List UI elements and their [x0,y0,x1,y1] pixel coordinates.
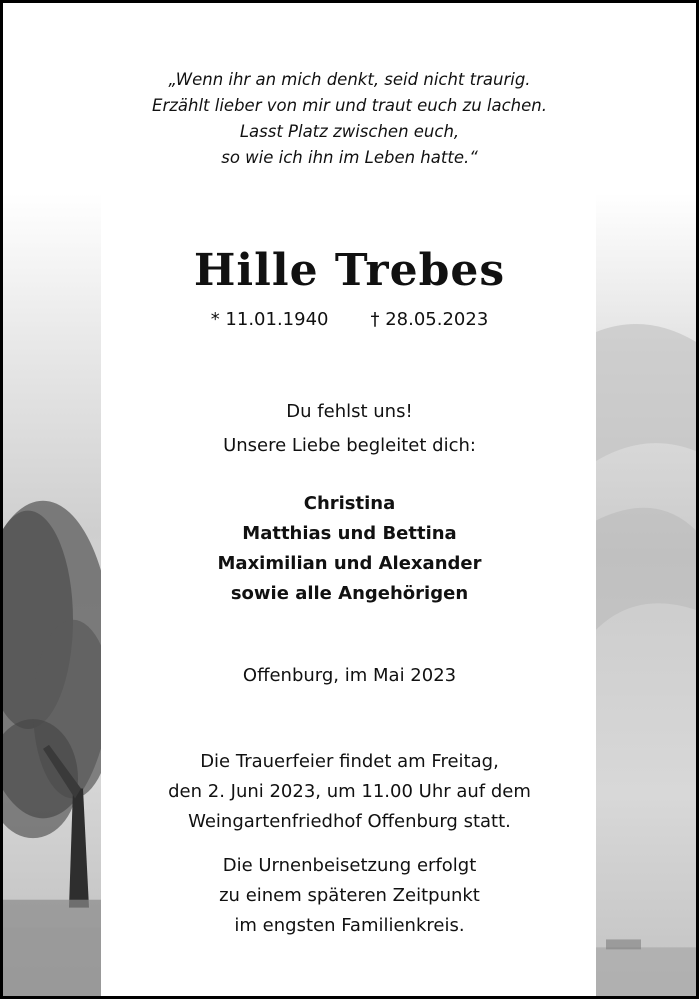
place-date: Offenburg, im Mai 2023 [242,665,457,686]
deceased-name: Hille Trebes [193,245,506,296]
mourners-list [3,489,696,609]
ceremony-line: Weingartenfriedhof Offenburg statt. [188,811,511,832]
quote-line: Lasst Platz zwischen euch, [239,122,460,141]
message-line: Unsere Liebe begleitet dich: [223,435,476,456]
ceremony-line: den 2. Juni 2023, um 11.00 Uhr auf dem [168,781,531,802]
mourner-name: Maximilian und Alexander [217,553,482,574]
life-dates [3,306,696,334]
mourner-name: sowie alle Angehörigen [230,583,469,604]
birth-date: * 11.01.1940 [210,309,329,330]
ceremony-line: Die Trauerfeier findet am Freitag, [200,751,499,772]
quote-line: Erzählt lieber von mir und traut euch zu lachen. [152,96,547,115]
quote-line: so wie ich ihn im Leben hatte.“ [221,148,478,167]
text-column [3,3,696,996]
mourner-name: Christina [303,493,396,514]
urn-line: im engsten Familienkreis. [234,915,465,936]
urn-info [3,851,696,941]
memorial-quote [3,67,696,171]
urn-line: zu einem späteren Zeitpunkt [219,885,480,906]
ceremony-info [3,747,696,837]
message-line: Du fehlst uns! [286,401,413,422]
mourner-name: Matthias und Bettina [242,523,457,544]
death-date: † 28.05.2023 [370,309,489,330]
quote-line: „Wenn ihr an mich denkt, seid nicht traurig. [168,70,531,89]
urn-line: Die Urnenbeisetzung erfolgt [222,855,477,876]
message-block [3,395,696,463]
